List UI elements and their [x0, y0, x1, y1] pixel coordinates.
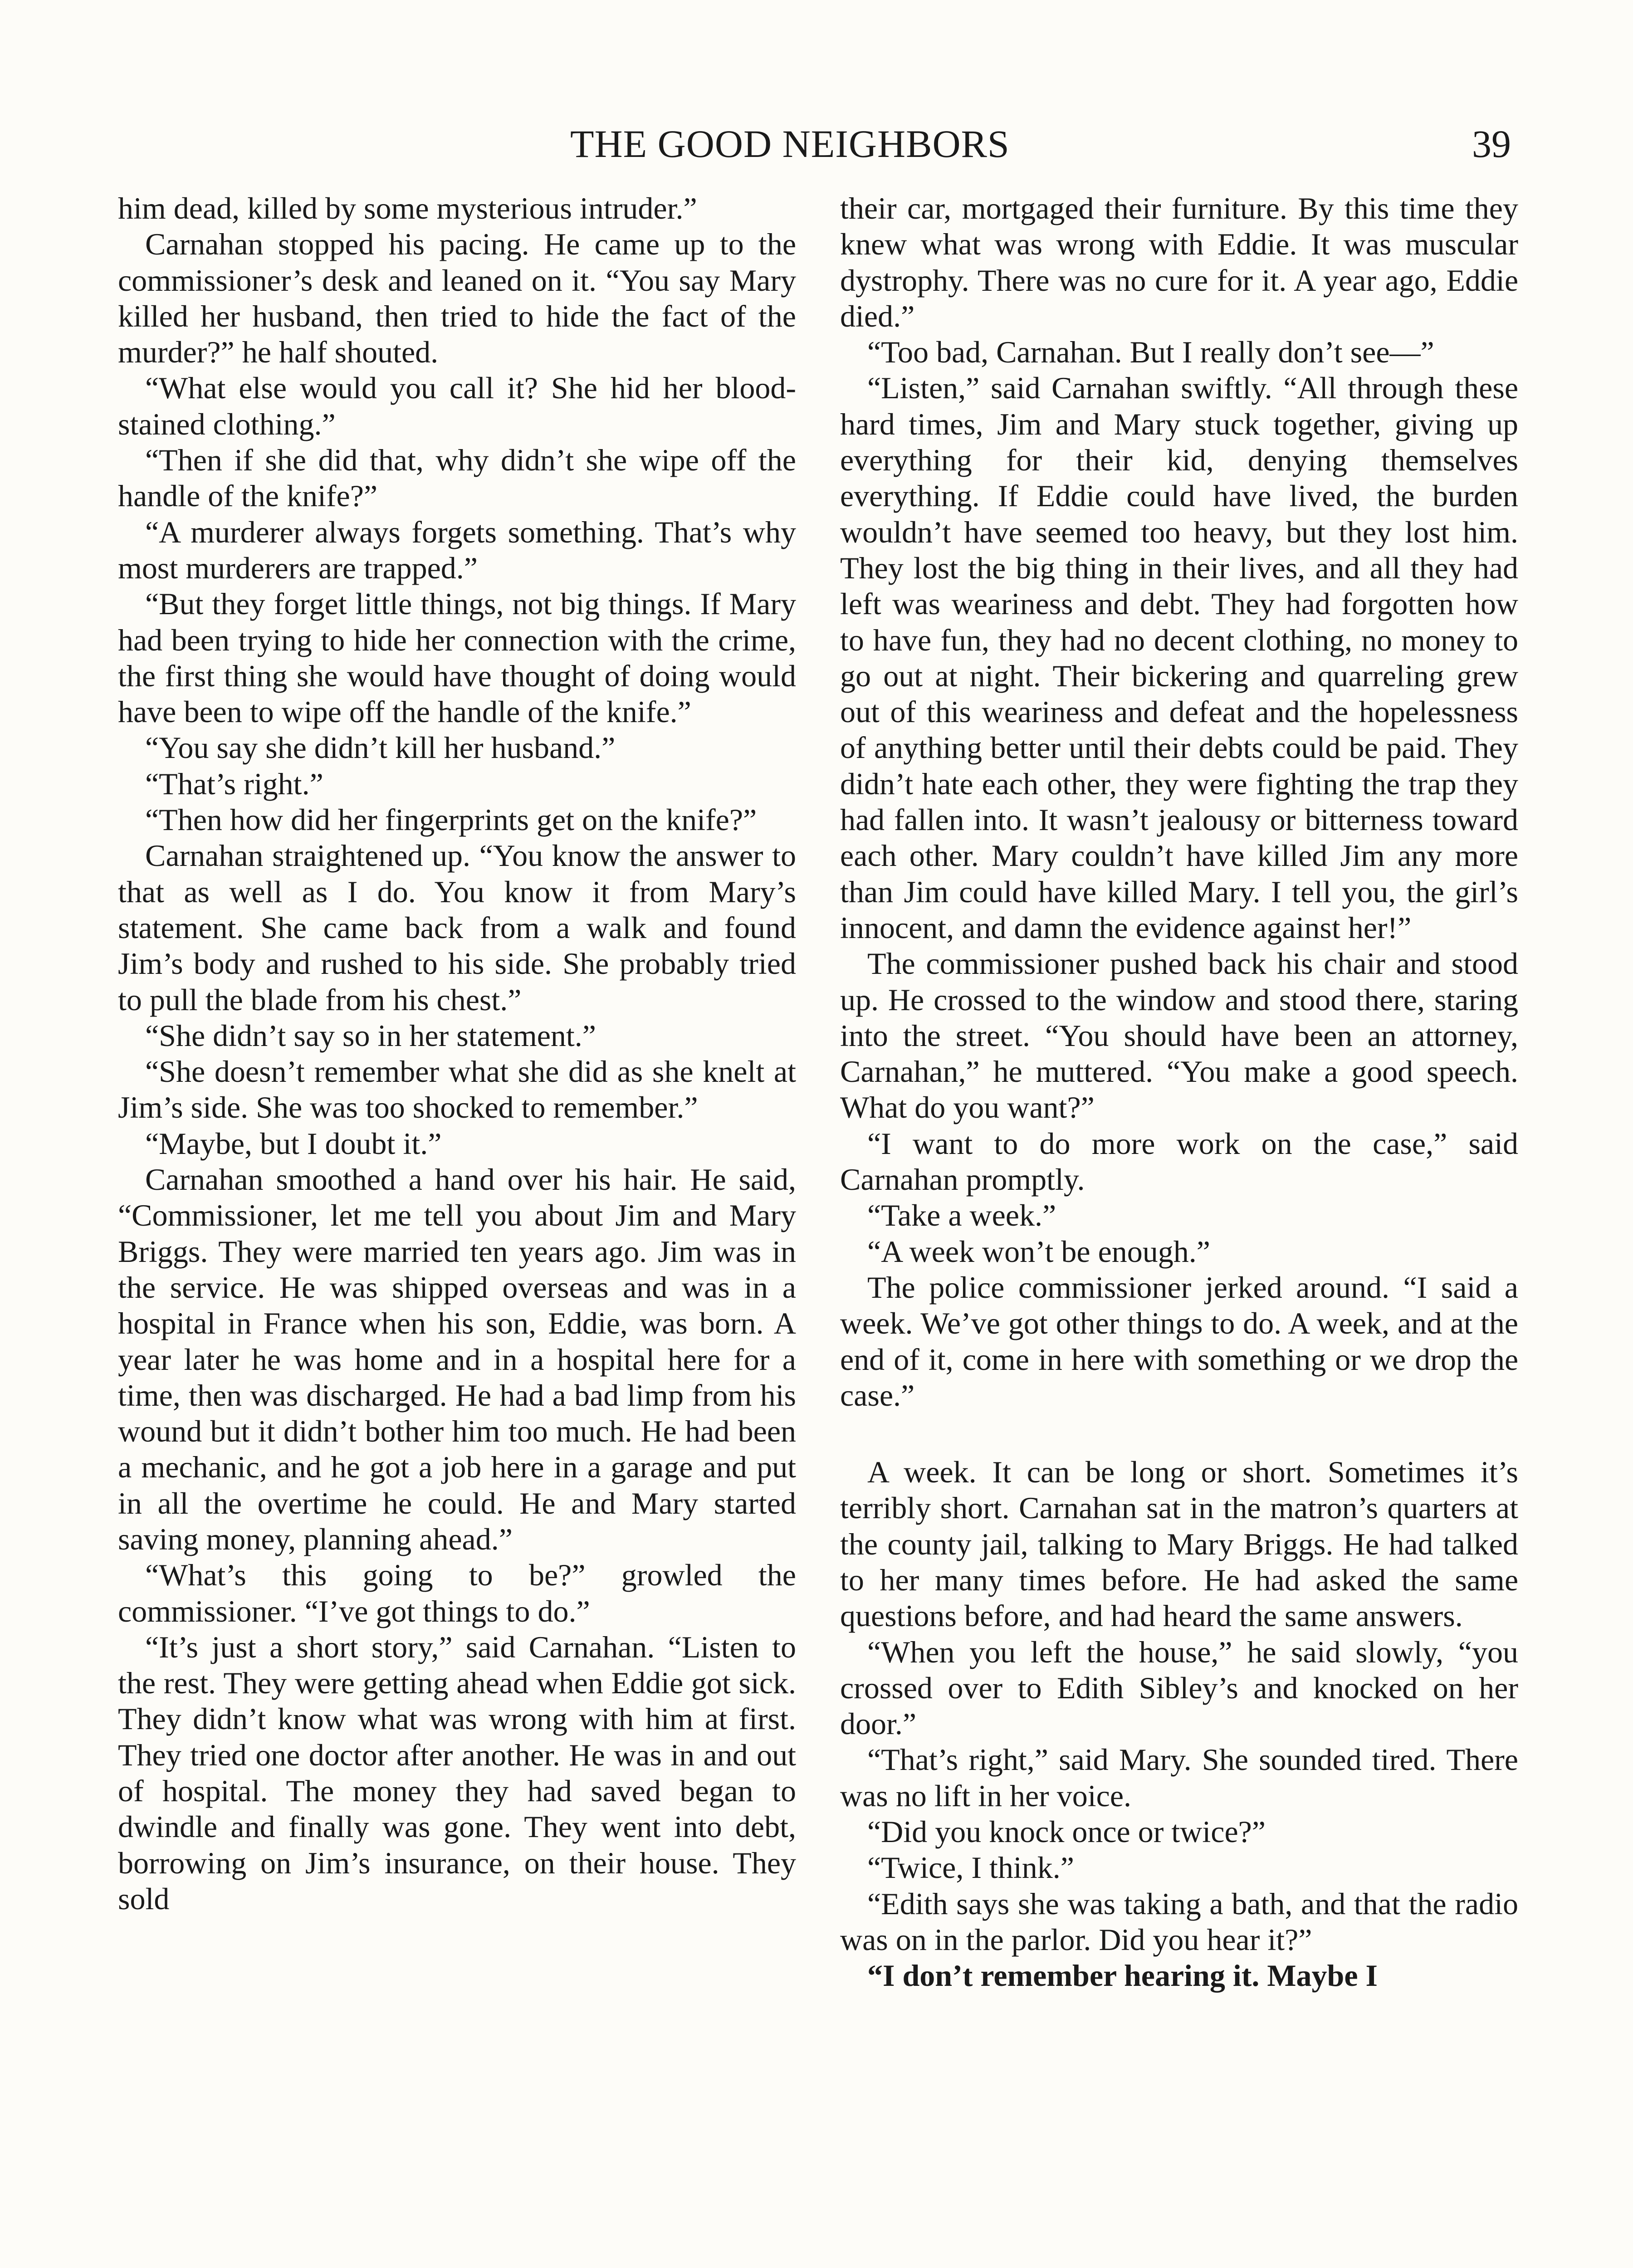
paragraph: “Did you knock once or twice?”: [867, 1814, 1266, 1849]
paragraph: “Twice, I think.”: [867, 1850, 1074, 1885]
paragraph: “What else would you call it? She hid her blood-stained clothing.”: [118, 371, 796, 441]
paragraph: “Listen,” said Carnahan swiftly. “All through these hard times, Jim and Mary stuck together, giving up everything for their kid, denying themselves everything. If Eddie could have lived, the burden wouldn’t have seemed too heavy, but they lost him. They lost the big thing in their lives, and all they had left was weariness and debt. They had forgotten how to have fun, they had no decent clothing, no money to go out at night. Their bickering and quarreling grew out of this weariness and defeat and the hopelessness of anything better until their debts could be paid. They didn’t hate each other, they were fighting the trap they had fallen into. It wasn’t jealousy or bitterness toward each other. Mary couldn’t have killed Jim any more than Jim could have killed Mary. I tell you, the girl’s innocent, and damn the evidence against her!”: [840, 371, 1518, 945]
paragraph: Carnahan smoothed a hand over his hair. He said, “Commissioner, let me tell you about Jim and Mary Briggs. They were married ten years ago. Jim was in the service. He was shipped overseas and was in a hospital in France when his son, Eddie, was born. A year later he was home and in a hospital here for a time, then was discharged. He had a bad limp from his wound but it didn’t bother him too much. He had been a mechanic, and he got a job here in a garage and put in all the overtime he could. He and Mary started saving money, planning ahead.”: [118, 1162, 796, 1556]
left-column: [118, 191, 796, 1917]
section-break-paragraph: A week. It can be long or short. Sometimes it’s terribly short. Carnahan sat in the matron’s quarters at the county jail, talking to Mary Briggs. He had talked to her many times before. He had asked the same questions before, and had heard the same answers.: [840, 1455, 1518, 1633]
paragraph: Carnahan stopped his pacing. He came up to the commissioner’s desk and leaned on it. “You say Mary killed her husband, then tried to hide the fact of the murder?” he half shouted.: [118, 227, 796, 370]
running-title: THE GOOD NEIGHBORS: [570, 122, 1010, 166]
paragraph: The commissioner pushed back his chair and stood up. He crossed to the window and stood there, staring into the street. “You should have been an attorney, Carnahan,” he muttered. “You make a good speech. What do you want?”: [840, 946, 1518, 1125]
paragraph: “When you left the house,” he said slowly, “you crossed over to Edith Sibley’s and knocked on her door.”: [840, 1634, 1518, 1741]
right-column: [840, 191, 1518, 1994]
running-header: [0, 119, 1633, 169]
paragraph: “Edith says she was taking a bath, and that the radio was on in the parlor. Did you hear it?”: [840, 1886, 1518, 1957]
paragraph: “A week won’t be enough.”: [867, 1234, 1210, 1269]
paragraph: him dead, killed by some mysterious intruder.”: [118, 191, 697, 225]
paragraph: “You say she didn’t kill her husband.”: [145, 730, 616, 765]
paragraph: “She doesn’t remember what she did as she knelt at Jim’s side. She was too shocked to remember.”: [118, 1054, 796, 1125]
paragraph: “I don’t remember hearing it. Maybe I: [867, 1958, 1378, 1993]
paragraph: “I want to do more work on the case,” said Carnahan promptly.: [840, 1126, 1518, 1197]
paragraph: “Then if she did that, why didn’t she wipe off the handle of the knife?”: [118, 443, 796, 513]
paragraph: “It’s just a short story,” said Carnahan. “Listen to the rest. They were getting ahead when Eddie got sick. They didn’t know what was wrong with him at first. They tried one doctor after another. He was in and out of hospital. The money they had saved began to dwindle and finally was gone. They went into debt, borrowing on Jim’s insurance, on their house. They sold: [118, 1629, 796, 1916]
paragraph: “But they forget little things, not big things. If Mary had been trying to hide her connection with the crime, the first thing she would have thought of doing would have been to wipe off the handle of the knife.”: [118, 587, 796, 729]
paragraph: “Take a week.”: [867, 1198, 1056, 1233]
paragraph: “A murderer always forgets something. That’s why most murderers are trapped.”: [118, 514, 796, 585]
paragraph: “That’s right,” said Mary. She sounded tired. There was no lift in her voice.: [840, 1742, 1518, 1813]
paragraph: “Then how did her fingerprints get on the knife?”: [145, 802, 757, 837]
page-number: 39: [1472, 122, 1511, 166]
paragraph: “Maybe, but I doubt it.”: [145, 1126, 442, 1161]
paragraph: “She didn’t say so in her statement.”: [145, 1018, 596, 1053]
paragraph: The police commissioner jerked around. “I said a week. We’ve got other things to do. A week, and at the end of it, come in here with something or we drop the case.”: [840, 1270, 1518, 1413]
paragraph: their car, mortgaged their furniture. By this time they knew what was wrong with Eddie. It was muscular dystrophy. There was no cure for it. A year ago, Eddie died.”: [840, 191, 1518, 333]
paragraph: “What’s this going to be?” growled the commissioner. “I’ve got things to do.”: [118, 1558, 796, 1628]
paragraph: “Too bad, Carnahan. But I really don’t see—”: [867, 335, 1434, 370]
paragraph: “That’s right.”: [145, 766, 323, 801]
paragraph: Carnahan straightened up. “You know the answer to that as well as I do. You know it from Mary’s statement. She came back from a walk and found Jim’s body and rushed to his side. She probably tried to pull the blade from his chest.”: [118, 838, 796, 1017]
